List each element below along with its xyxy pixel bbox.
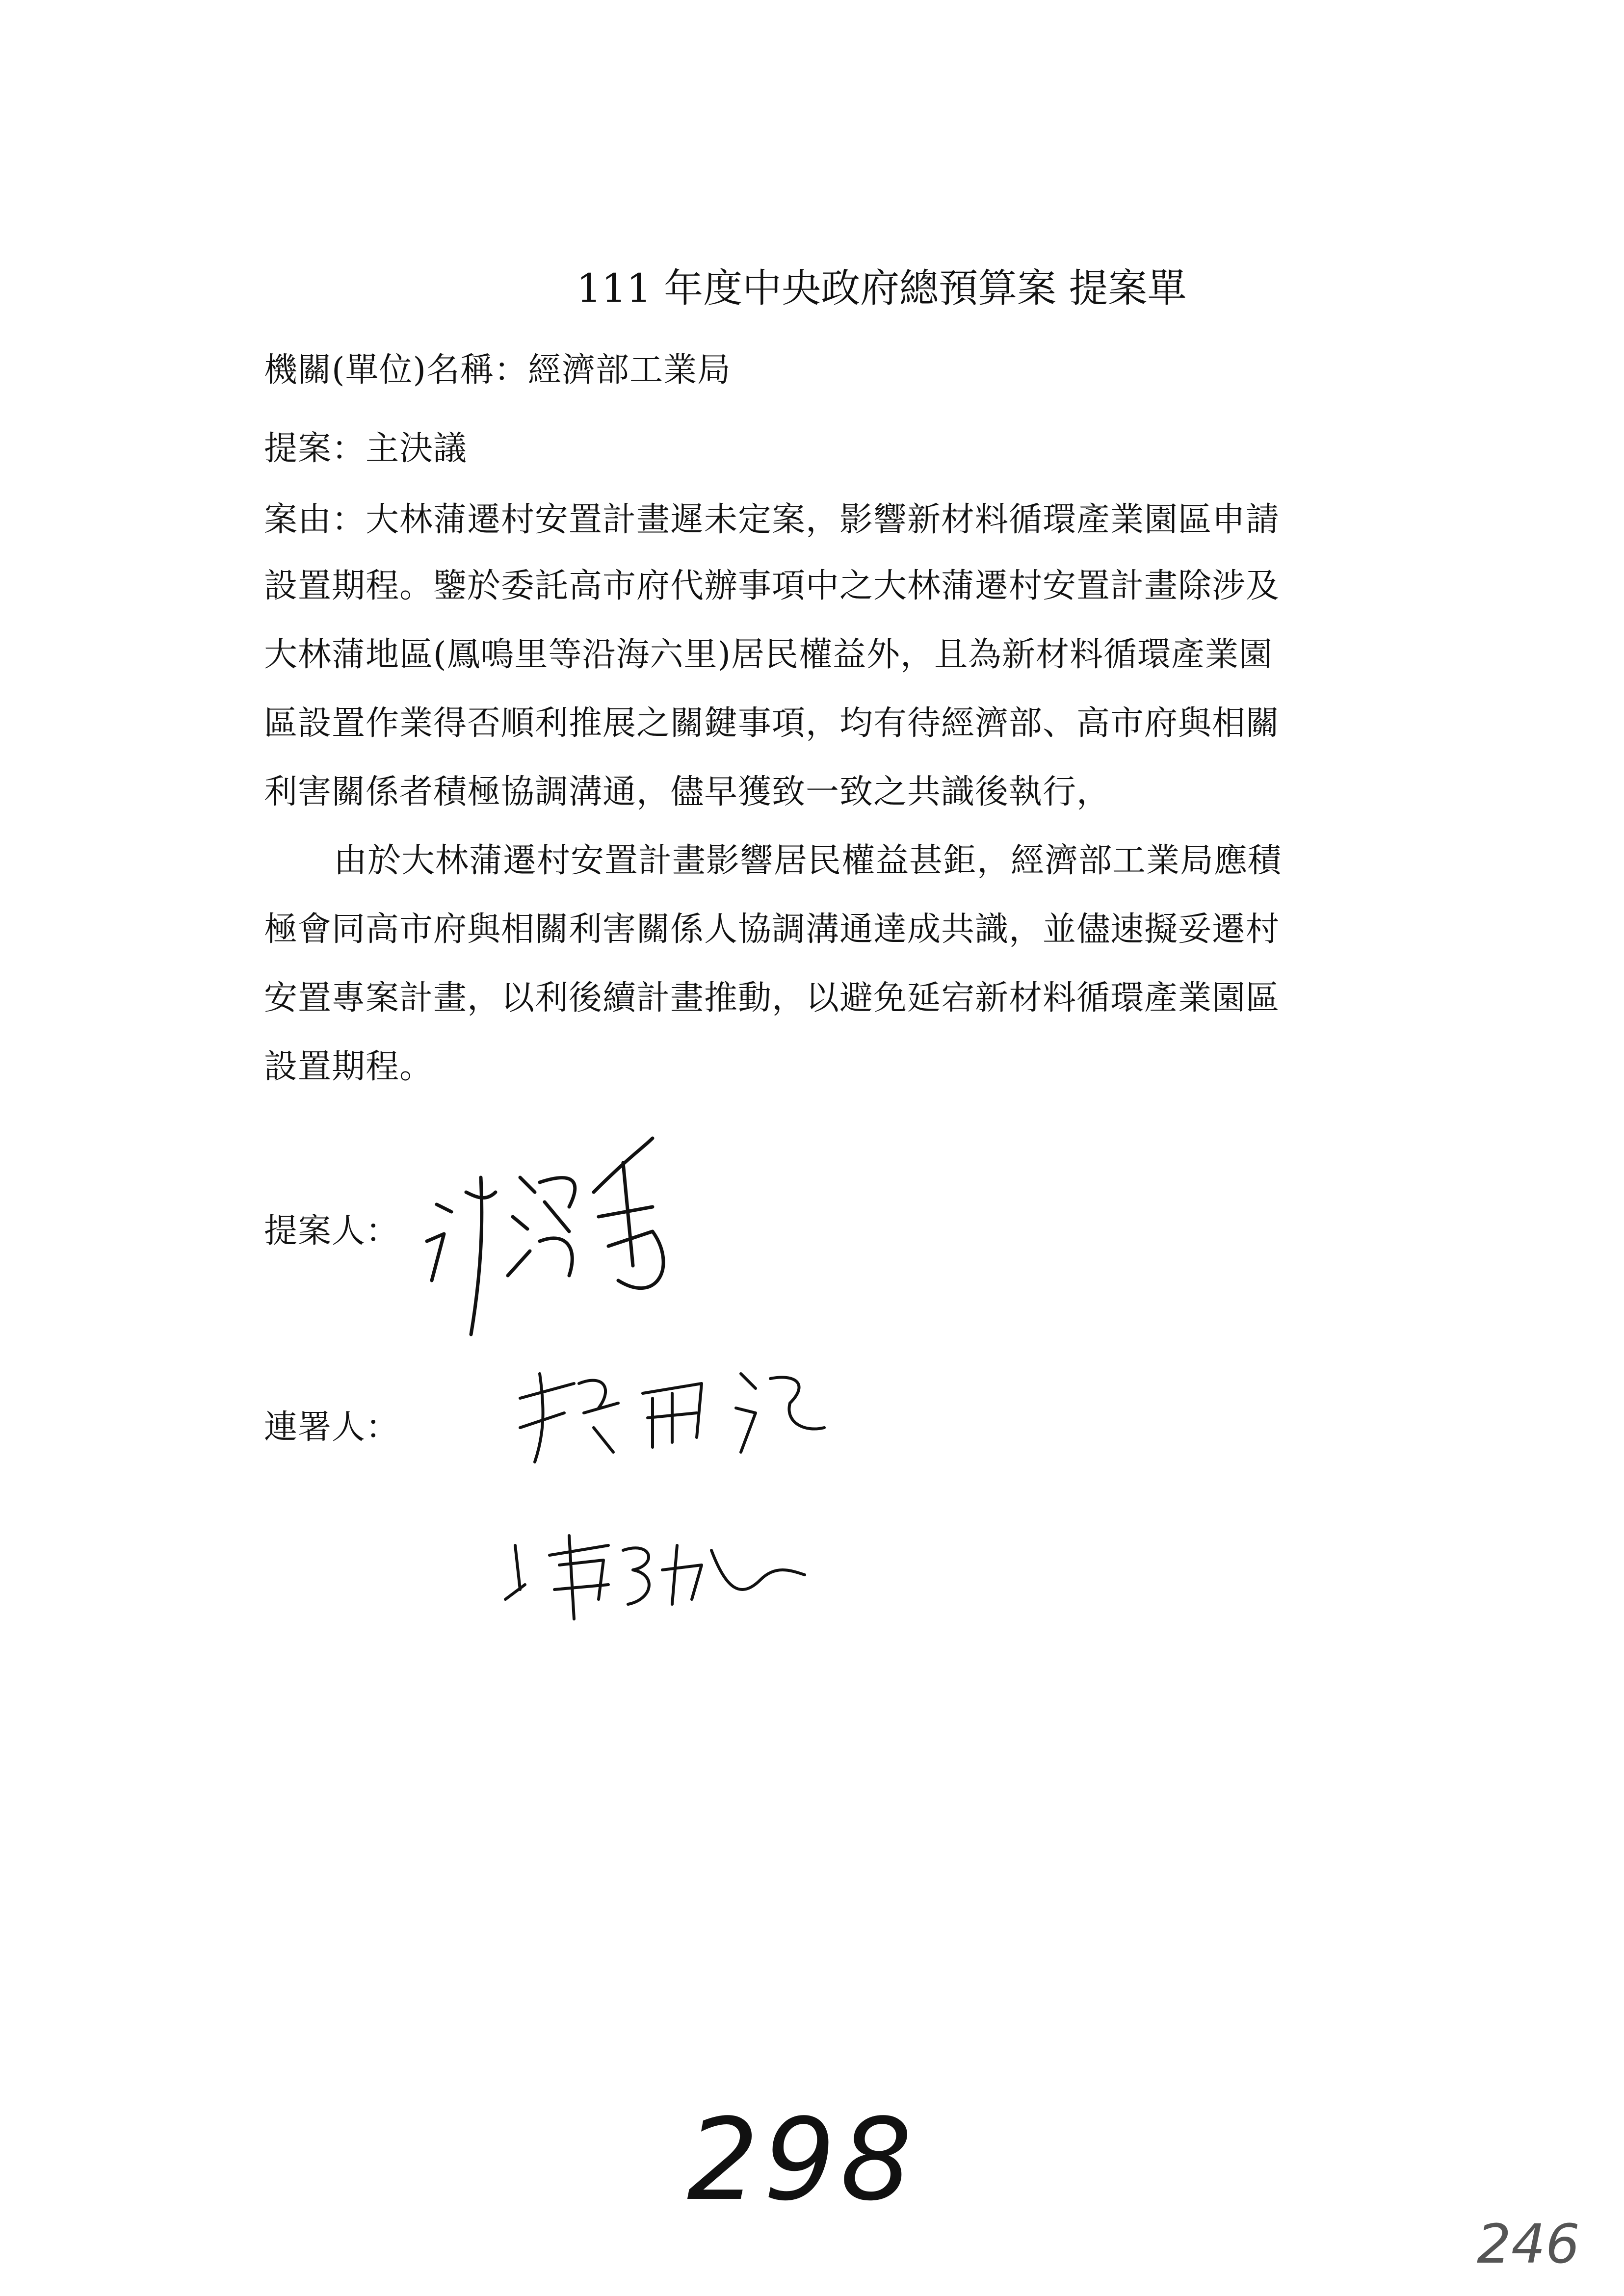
reason-line-2: 設置期程。鑒於委託高市府代辦事項中之大林蒲遷村安置計畫除涉及 bbox=[264, 567, 1280, 605]
reason-line-3: 大林蒲地區(鳳鳴里等沿海六里)居民權益外，且為新材料循環產業園 bbox=[264, 635, 1273, 674]
document-title: 111 年度中央政府總預算案 提案單 bbox=[576, 265, 1187, 311]
handwritten-page-number: 298 bbox=[687, 2095, 917, 2226]
proposal-type-line: 提案：主決議 bbox=[264, 429, 468, 468]
cosigner-signature-2 bbox=[496, 1516, 810, 1619]
agency-line: 機關(單位)名稱：經濟部工業局 bbox=[264, 351, 732, 390]
reason-line-4: 區設置作業得否順利推展之關鍵事項，均有待經濟部、高市府與相關 bbox=[264, 704, 1280, 743]
resolution-line-4: 設置期程。 bbox=[264, 1047, 434, 1086]
proposer-signature bbox=[422, 1119, 697, 1344]
reason-line-1: 案由：大林蒲遷村安置計畫遲未定案，影響新材料循環產業園區申請 bbox=[264, 500, 1280, 539]
corner-page-number: 246 bbox=[1477, 2213, 1580, 2275]
resolution-line-3: 安置專案計畫，以利後續計畫推動，以避免延宕新材料循環產業園區 bbox=[264, 979, 1280, 1018]
resolution-line-1: 由於大林蒲遷村安置計畫影響居民權益甚鉅，經濟部工業局應積 bbox=[334, 841, 1282, 880]
reason-line-5: 利害關係者積極協調溝通，儘早獲致一致之共識後執行， bbox=[264, 773, 1111, 811]
cosigner-label: 連署人： bbox=[264, 1408, 400, 1447]
cosigner-signature-1 bbox=[510, 1354, 824, 1467]
resolution-line-2: 極會同高市府與相關利害關係人協調溝通達成共識，並儘速擬妥遷村 bbox=[264, 910, 1280, 949]
proposer-label: 提案人： bbox=[264, 1212, 400, 1251]
